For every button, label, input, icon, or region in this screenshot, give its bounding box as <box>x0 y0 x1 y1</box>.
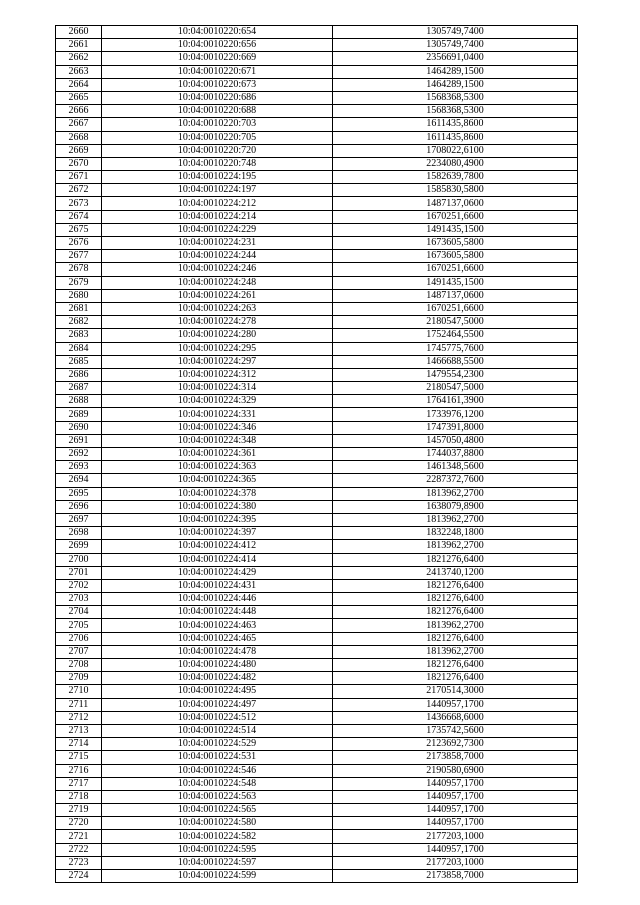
row-number-cell: 2685 <box>56 355 102 368</box>
value-cell: 1673605,5800 <box>333 250 578 263</box>
value-cell: 2190580,6900 <box>333 764 578 777</box>
value-cell: 2413740,1200 <box>333 566 578 579</box>
value-cell: 1708022,6100 <box>333 144 578 157</box>
cadastral-number-cell: 10:04:0010224:412 <box>102 540 333 553</box>
row-number-cell: 2668 <box>56 131 102 144</box>
table-row <box>56 672 578 685</box>
table-row <box>56 421 578 434</box>
table-row <box>56 26 578 39</box>
table-row <box>56 368 578 381</box>
row-number-cell: 2720 <box>56 817 102 830</box>
row-number-cell: 2692 <box>56 448 102 461</box>
value-cell: 1585830,5800 <box>333 184 578 197</box>
value-cell: 1752464,5500 <box>333 329 578 342</box>
value-cell: 1611435,8600 <box>333 131 578 144</box>
cadastral-number-cell: 10:04:0010224:565 <box>102 804 333 817</box>
cadastral-number-cell: 10:04:0010224:563 <box>102 790 333 803</box>
table-row <box>56 685 578 698</box>
table-row <box>56 52 578 65</box>
table-row <box>56 78 578 91</box>
row-number-cell: 2722 <box>56 843 102 856</box>
table-body <box>56 26 578 883</box>
table-row <box>56 843 578 856</box>
cadastral-number-cell: 10:04:0010224:331 <box>102 408 333 421</box>
table-row <box>56 474 578 487</box>
cadastral-number-cell: 10:04:0010224:429 <box>102 566 333 579</box>
row-number-cell: 2714 <box>56 738 102 751</box>
table-row <box>56 316 578 329</box>
row-number-cell: 2676 <box>56 237 102 250</box>
value-cell: 1832248,1800 <box>333 527 578 540</box>
cadastral-number-cell: 10:04:0010224:329 <box>102 395 333 408</box>
cadastral-number-cell: 10:04:0010224:195 <box>102 171 333 184</box>
cadastral-number-cell: 10:04:0010220:720 <box>102 144 333 157</box>
table-row <box>56 579 578 592</box>
row-number-cell: 2691 <box>56 434 102 447</box>
table-row <box>56 91 578 104</box>
value-cell: 1461348,5600 <box>333 461 578 474</box>
cadastral-number-cell: 10:04:0010220:748 <box>102 157 333 170</box>
table-row <box>56 751 578 764</box>
value-cell: 1440957,1700 <box>333 804 578 817</box>
table-row <box>56 355 578 368</box>
value-cell: 1673605,5800 <box>333 237 578 250</box>
value-cell: 1464289,1500 <box>333 78 578 91</box>
value-cell: 1813962,2700 <box>333 645 578 658</box>
value-cell: 1582639,7800 <box>333 171 578 184</box>
cadastral-number-cell: 10:04:0010224:261 <box>102 289 333 302</box>
cadastral-number-cell: 10:04:0010224:378 <box>102 487 333 500</box>
value-cell: 1813962,2700 <box>333 619 578 632</box>
table-row <box>56 461 578 474</box>
cadastral-number-cell: 10:04:0010224:529 <box>102 738 333 751</box>
row-number-cell: 2673 <box>56 197 102 210</box>
table-row <box>56 632 578 645</box>
table-row <box>56 817 578 830</box>
table-row <box>56 724 578 737</box>
value-cell: 1487137,0600 <box>333 289 578 302</box>
value-cell: 1440957,1700 <box>333 817 578 830</box>
row-number-cell: 2695 <box>56 487 102 500</box>
row-number-cell: 2672 <box>56 184 102 197</box>
row-number-cell: 2719 <box>56 804 102 817</box>
table-row <box>56 830 578 843</box>
cadastral-number-cell: 10:04:0010224:580 <box>102 817 333 830</box>
value-cell: 1611435,8600 <box>333 118 578 131</box>
table-row <box>56 606 578 619</box>
value-cell: 1487137,0600 <box>333 197 578 210</box>
value-cell: 1821276,6400 <box>333 606 578 619</box>
cadastral-number-cell: 10:04:0010224:246 <box>102 263 333 276</box>
cadastral-number-cell: 10:04:0010224:314 <box>102 382 333 395</box>
row-number-cell: 2660 <box>56 26 102 39</box>
value-cell: 1440957,1700 <box>333 698 578 711</box>
table-row <box>56 329 578 342</box>
table-row <box>56 171 578 184</box>
row-number-cell: 2681 <box>56 302 102 315</box>
value-cell: 1735742,5600 <box>333 724 578 737</box>
row-number-cell: 2710 <box>56 685 102 698</box>
table-row <box>56 276 578 289</box>
value-cell: 1821276,6400 <box>333 593 578 606</box>
cadastral-number-cell: 10:04:0010224:361 <box>102 448 333 461</box>
cadastral-number-cell: 10:04:0010224:465 <box>102 632 333 645</box>
cadastral-number-cell: 10:04:0010224:197 <box>102 184 333 197</box>
value-cell: 2180547,5000 <box>333 316 578 329</box>
row-number-cell: 2687 <box>56 382 102 395</box>
table-row <box>56 645 578 658</box>
cadastral-number-cell: 10:04:0010224:214 <box>102 210 333 223</box>
table-row <box>56 540 578 553</box>
row-number-cell: 2674 <box>56 210 102 223</box>
value-cell: 1764161,3900 <box>333 395 578 408</box>
table-row <box>56 619 578 632</box>
row-number-cell: 2680 <box>56 289 102 302</box>
table-row <box>56 434 578 447</box>
table-row <box>56 157 578 170</box>
table-row <box>56 210 578 223</box>
row-number-cell: 2669 <box>56 144 102 157</box>
row-number-cell: 2703 <box>56 593 102 606</box>
value-cell: 1491435,1500 <box>333 276 578 289</box>
value-cell: 1440957,1700 <box>333 777 578 790</box>
value-cell: 1733976,1200 <box>333 408 578 421</box>
row-number-cell: 2709 <box>56 672 102 685</box>
cadastral-number-cell: 10:04:0010224:463 <box>102 619 333 632</box>
row-number-cell: 2698 <box>56 527 102 540</box>
row-number-cell: 2661 <box>56 39 102 52</box>
row-number-cell: 2715 <box>56 751 102 764</box>
value-cell: 1670251,6600 <box>333 263 578 276</box>
cadastral-number-cell: 10:04:0010224:297 <box>102 355 333 368</box>
cadastral-number-cell: 10:04:0010224:548 <box>102 777 333 790</box>
table-row <box>56 777 578 790</box>
cadastral-number-cell: 10:04:0010224:431 <box>102 579 333 592</box>
value-cell: 1745775,7600 <box>333 342 578 355</box>
table-row <box>56 408 578 421</box>
cadastral-number-cell: 10:04:0010224:597 <box>102 856 333 869</box>
cadastral-number-cell: 10:04:0010224:531 <box>102 751 333 764</box>
table-row <box>56 131 578 144</box>
value-cell: 1821276,6400 <box>333 672 578 685</box>
row-number-cell: 2675 <box>56 223 102 236</box>
cadastral-number-cell: 10:04:0010224:448 <box>102 606 333 619</box>
table-row <box>56 527 578 540</box>
table-row <box>56 342 578 355</box>
row-number-cell: 2718 <box>56 790 102 803</box>
row-number-cell: 2688 <box>56 395 102 408</box>
cadastral-number-cell: 10:04:0010224:446 <box>102 593 333 606</box>
cadastral-number-cell: 10:04:0010224:363 <box>102 461 333 474</box>
table-row <box>56 870 578 883</box>
value-cell: 1821276,6400 <box>333 579 578 592</box>
table-row <box>56 263 578 276</box>
cadastral-number-cell: 10:04:0010224:395 <box>102 513 333 526</box>
cadastral-number-cell: 10:04:0010224:497 <box>102 698 333 711</box>
value-cell: 2173858,7000 <box>333 870 578 883</box>
table-row <box>56 237 578 250</box>
value-cell: 1638079,8900 <box>333 500 578 513</box>
row-number-cell: 2689 <box>56 408 102 421</box>
cadastral-number-cell: 10:04:0010224:599 <box>102 870 333 883</box>
row-number-cell: 2666 <box>56 105 102 118</box>
row-number-cell: 2717 <box>56 777 102 790</box>
value-cell: 1464289,1500 <box>333 65 578 78</box>
table-row <box>56 250 578 263</box>
row-number-cell: 2721 <box>56 830 102 843</box>
table-row <box>56 764 578 777</box>
value-cell: 2287372,7600 <box>333 474 578 487</box>
table-row <box>56 856 578 869</box>
value-cell: 1466688,5500 <box>333 355 578 368</box>
value-cell: 2234080,4900 <box>333 157 578 170</box>
row-number-cell: 2683 <box>56 329 102 342</box>
table-row <box>56 144 578 157</box>
table-row <box>56 566 578 579</box>
row-number-cell: 2713 <box>56 724 102 737</box>
row-number-cell: 2705 <box>56 619 102 632</box>
cadastral-number-cell: 10:04:0010224:546 <box>102 764 333 777</box>
table-row <box>56 184 578 197</box>
row-number-cell: 2702 <box>56 579 102 592</box>
row-number-cell: 2684 <box>56 342 102 355</box>
value-cell: 2180547,5000 <box>333 382 578 395</box>
cadastral-number-cell: 10:04:0010220:671 <box>102 65 333 78</box>
cadastral-number-cell: 10:04:0010224:397 <box>102 527 333 540</box>
row-number-cell: 2682 <box>56 316 102 329</box>
row-number-cell: 2671 <box>56 171 102 184</box>
value-cell: 2177203,1000 <box>333 856 578 869</box>
row-number-cell: 2693 <box>56 461 102 474</box>
value-cell: 1305749,7400 <box>333 26 578 39</box>
cadastral-number-cell: 10:04:0010224:312 <box>102 368 333 381</box>
table-row <box>56 395 578 408</box>
row-number-cell: 2724 <box>56 870 102 883</box>
row-number-cell: 2701 <box>56 566 102 579</box>
value-cell: 1813962,2700 <box>333 540 578 553</box>
row-number-cell: 2712 <box>56 711 102 724</box>
value-cell: 1670251,6600 <box>333 302 578 315</box>
table-row <box>56 487 578 500</box>
row-number-cell: 2704 <box>56 606 102 619</box>
value-cell: 2123692,7300 <box>333 738 578 751</box>
value-cell: 1568368,5300 <box>333 91 578 104</box>
cadastral-number-cell: 10:04:0010220:669 <box>102 52 333 65</box>
table-row <box>56 448 578 461</box>
cadastral-number-cell: 10:04:0010224:482 <box>102 672 333 685</box>
row-number-cell: 2699 <box>56 540 102 553</box>
cadastral-number-cell: 10:04:0010224:595 <box>102 843 333 856</box>
value-cell: 1440957,1700 <box>333 790 578 803</box>
row-number-cell: 2677 <box>56 250 102 263</box>
value-cell: 1440957,1700 <box>333 843 578 856</box>
table-row <box>56 593 578 606</box>
cadastral-number-cell: 10:04:0010224:346 <box>102 421 333 434</box>
value-cell: 1813962,2700 <box>333 513 578 526</box>
table-row <box>56 302 578 315</box>
value-cell: 1821276,6400 <box>333 632 578 645</box>
value-cell: 1491435,1500 <box>333 223 578 236</box>
value-cell: 2173858,7000 <box>333 751 578 764</box>
table-row <box>56 118 578 131</box>
value-cell: 1747391,8000 <box>333 421 578 434</box>
cadastral-number-cell: 10:04:0010220:688 <box>102 105 333 118</box>
cadastral-number-cell: 10:04:0010224:414 <box>102 553 333 566</box>
value-cell: 1670251,6600 <box>333 210 578 223</box>
cadastral-number-cell: 10:04:0010220:686 <box>102 91 333 104</box>
cadastral-number-cell: 10:04:0010220:654 <box>102 26 333 39</box>
table-row <box>56 197 578 210</box>
table-row <box>56 804 578 817</box>
row-number-cell: 2707 <box>56 645 102 658</box>
table-row <box>56 500 578 513</box>
row-number-cell: 2662 <box>56 52 102 65</box>
row-number-cell: 2670 <box>56 157 102 170</box>
value-cell: 2170514,3000 <box>333 685 578 698</box>
cadastral-number-cell: 10:04:0010224:295 <box>102 342 333 355</box>
row-number-cell: 2711 <box>56 698 102 711</box>
cadastral-number-cell: 10:04:0010224:380 <box>102 500 333 513</box>
table-row <box>56 223 578 236</box>
row-number-cell: 2694 <box>56 474 102 487</box>
table-row <box>56 105 578 118</box>
row-number-cell: 2716 <box>56 764 102 777</box>
cadastral-number-cell: 10:04:0010224:495 <box>102 685 333 698</box>
table-row <box>56 289 578 302</box>
value-cell: 1457050,4800 <box>333 434 578 447</box>
cadastral-number-cell: 10:04:0010224:229 <box>102 223 333 236</box>
cadastral-number-cell: 10:04:0010224:231 <box>102 237 333 250</box>
value-cell: 1821276,6400 <box>333 659 578 672</box>
value-cell: 1436668,6000 <box>333 711 578 724</box>
value-cell: 1479554,2300 <box>333 368 578 381</box>
cadastral-number-cell: 10:04:0010224:278 <box>102 316 333 329</box>
table-row <box>56 65 578 78</box>
value-cell: 1744037,8800 <box>333 448 578 461</box>
row-number-cell: 2663 <box>56 65 102 78</box>
row-number-cell: 2686 <box>56 368 102 381</box>
value-cell: 1568368,5300 <box>333 105 578 118</box>
cadastral-number-cell: 10:04:0010224:514 <box>102 724 333 737</box>
cadastral-number-cell: 10:04:0010224:365 <box>102 474 333 487</box>
row-number-cell: 2667 <box>56 118 102 131</box>
cadastral-number-cell: 10:04:0010220:656 <box>102 39 333 52</box>
row-number-cell: 2678 <box>56 263 102 276</box>
table-row <box>56 790 578 803</box>
cadastral-number-cell: 10:04:0010224:248 <box>102 276 333 289</box>
table-row <box>56 382 578 395</box>
row-number-cell: 2690 <box>56 421 102 434</box>
table-row <box>56 711 578 724</box>
cadastral-number-cell: 10:04:0010220:673 <box>102 78 333 91</box>
row-number-cell: 2664 <box>56 78 102 91</box>
value-cell: 1305749,7400 <box>333 39 578 52</box>
row-number-cell: 2665 <box>56 91 102 104</box>
cadastral-number-cell: 10:04:0010224:244 <box>102 250 333 263</box>
cadastral-number-cell: 10:04:0010224:512 <box>102 711 333 724</box>
cadastral-number-cell: 10:04:0010224:263 <box>102 302 333 315</box>
cadastral-number-cell: 10:04:0010224:348 <box>102 434 333 447</box>
table-row <box>56 659 578 672</box>
row-number-cell: 2679 <box>56 276 102 289</box>
cadastral-number-cell: 10:04:0010220:703 <box>102 118 333 131</box>
row-number-cell: 2723 <box>56 856 102 869</box>
value-cell: 2356691,0400 <box>333 52 578 65</box>
cadastral-number-cell: 10:04:0010224:582 <box>102 830 333 843</box>
value-cell: 1821276,6400 <box>333 553 578 566</box>
table-row <box>56 738 578 751</box>
cadastral-number-cell: 10:04:0010224:480 <box>102 659 333 672</box>
value-cell: 2177203,1000 <box>333 830 578 843</box>
table-row <box>56 698 578 711</box>
row-number-cell: 2708 <box>56 659 102 672</box>
value-cell: 1813962,2700 <box>333 487 578 500</box>
table-row <box>56 513 578 526</box>
row-number-cell: 2700 <box>56 553 102 566</box>
row-number-cell: 2696 <box>56 500 102 513</box>
cadastral-value-table <box>55 25 578 883</box>
table-row <box>56 553 578 566</box>
row-number-cell: 2706 <box>56 632 102 645</box>
cadastral-number-cell: 10:04:0010224:280 <box>102 329 333 342</box>
cadastral-number-cell: 10:04:0010224:478 <box>102 645 333 658</box>
row-number-cell: 2697 <box>56 513 102 526</box>
cadastral-number-cell: 10:04:0010220:705 <box>102 131 333 144</box>
table-row <box>56 39 578 52</box>
cadastral-number-cell: 10:04:0010224:212 <box>102 197 333 210</box>
